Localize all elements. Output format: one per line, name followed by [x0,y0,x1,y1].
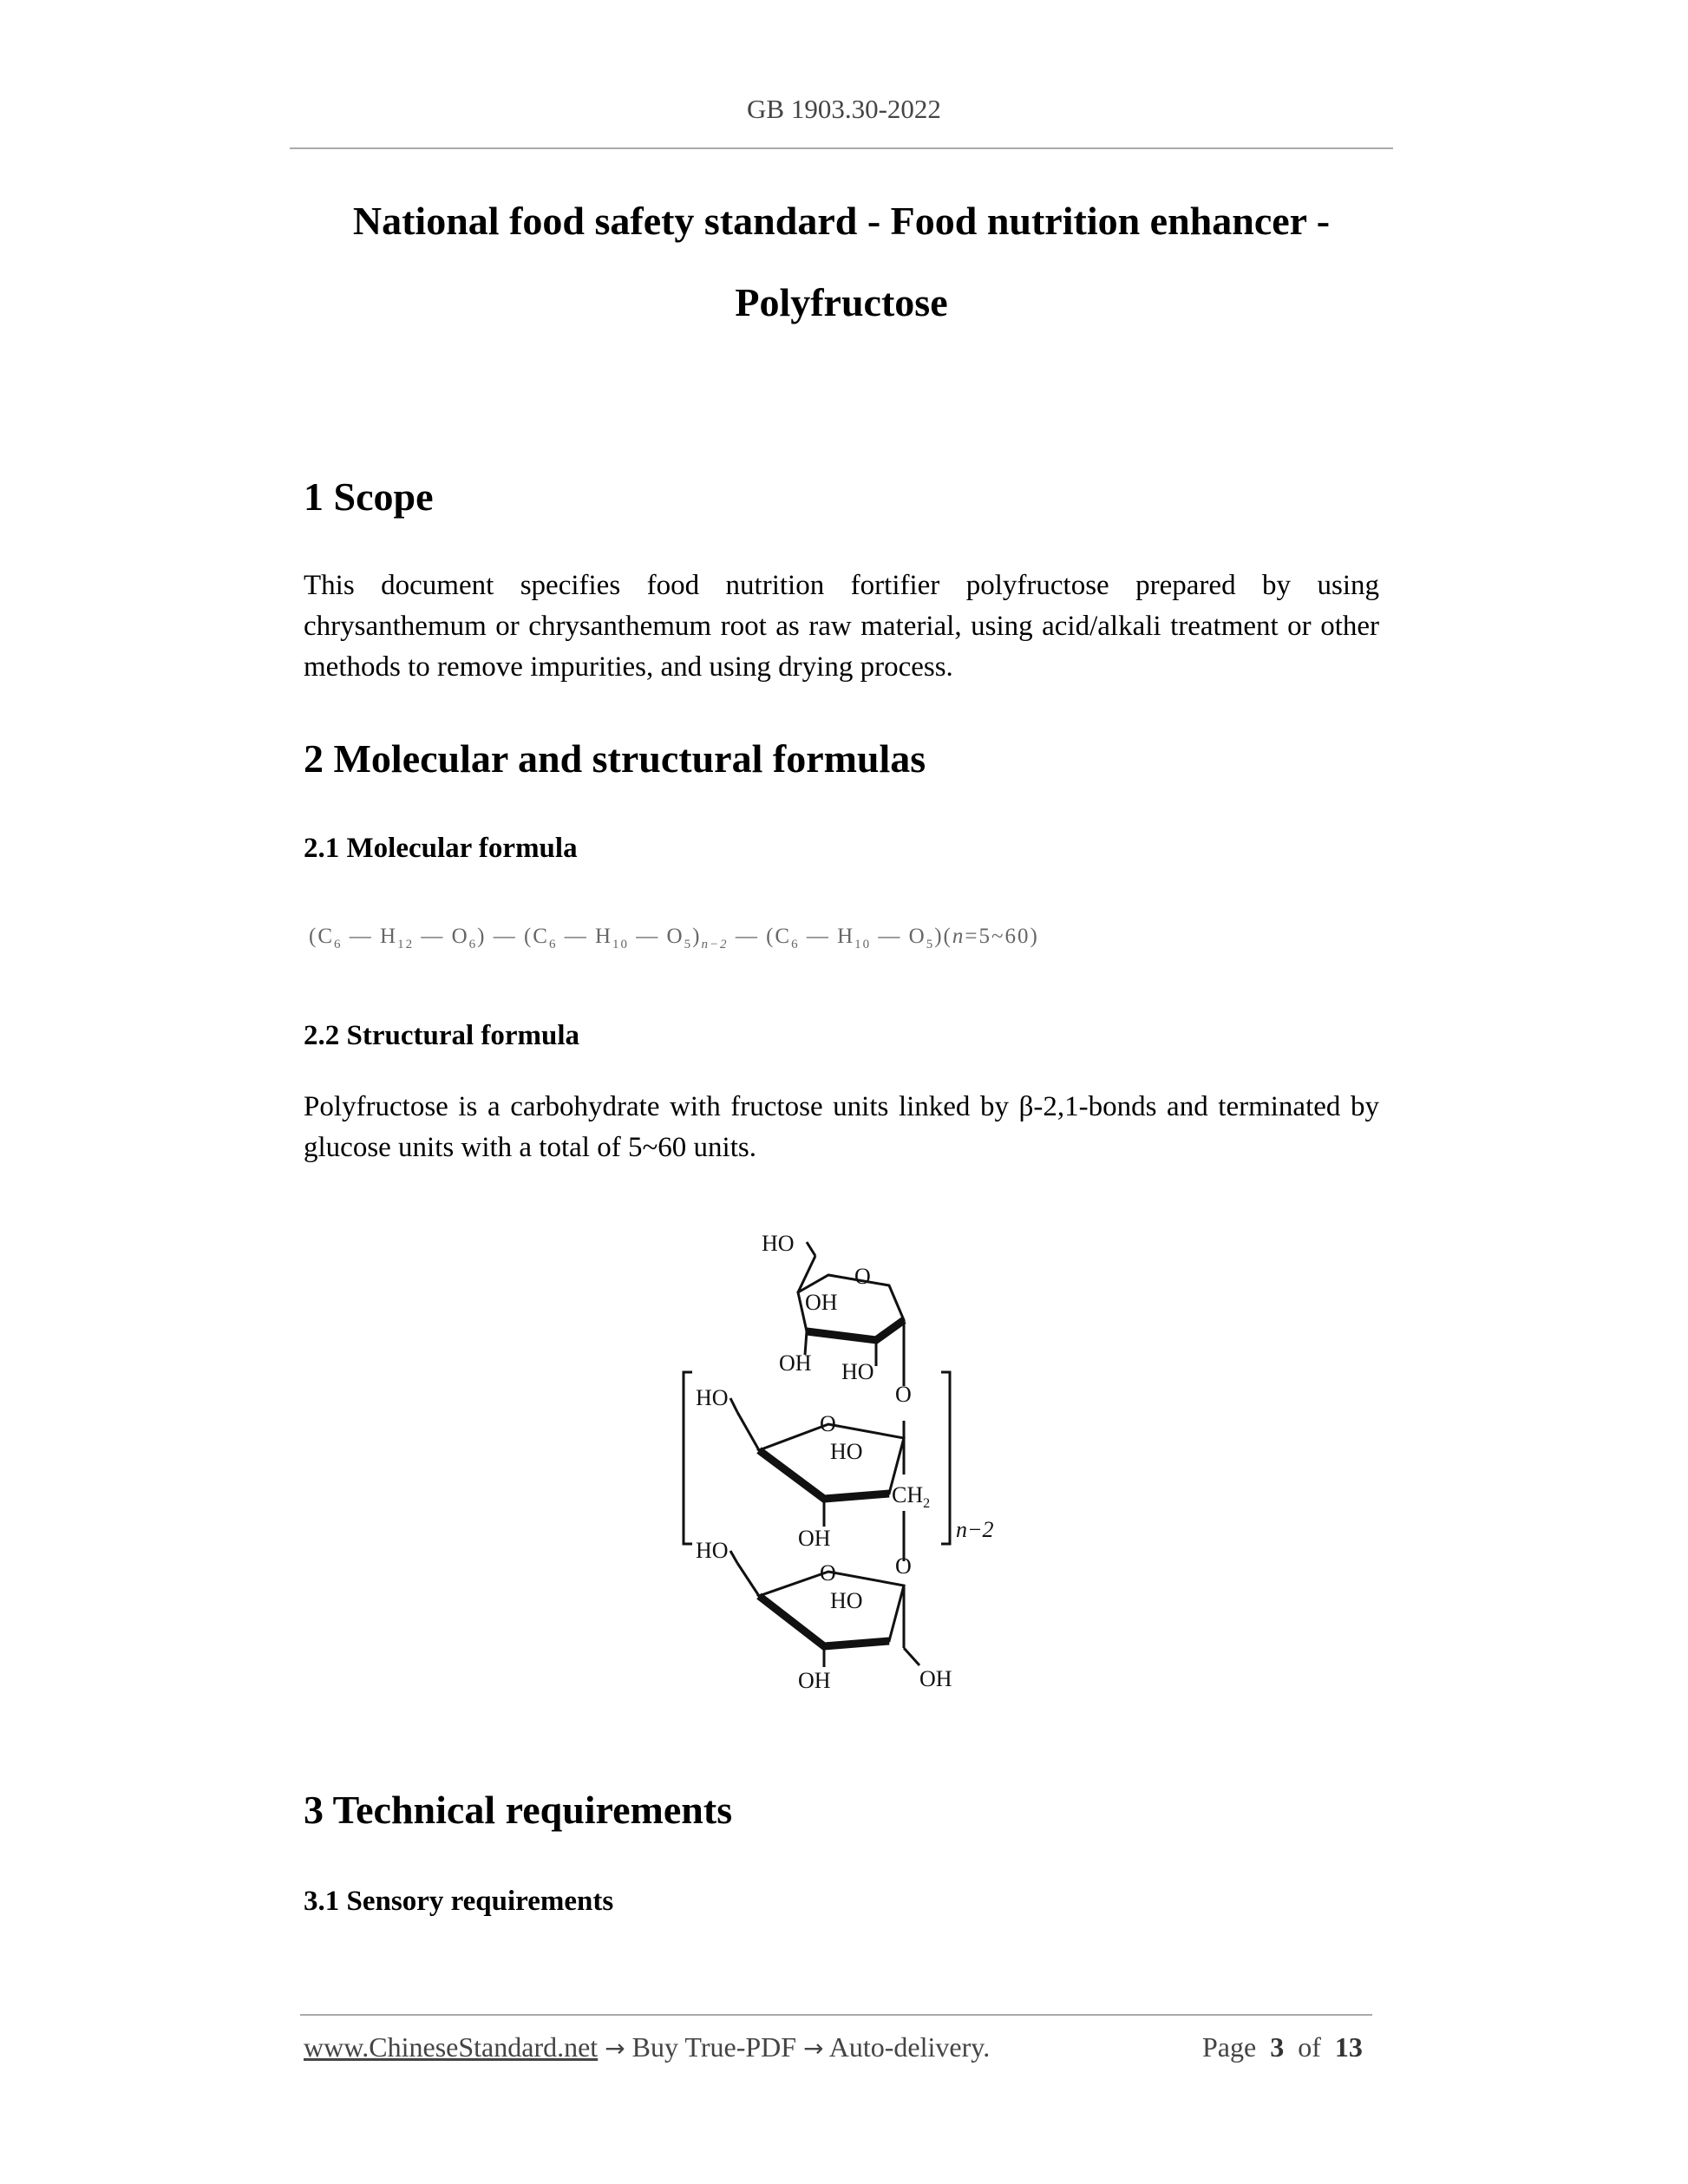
molecular-formula-heading: 2.1 Molecular formula [304,833,578,864]
site-link[interactable]: www.ChineseStandard.net [304,2031,599,2063]
technical-requirements-heading: 3 Technical requirements [304,1788,733,1832]
arrow-right-icon: → [803,2034,824,2063]
label-o-middle-ring: O [820,1411,836,1436]
footer-links [304,2031,990,2063]
label-oh-top-left: OH [779,1350,812,1376]
header-rule [290,147,1393,149]
footer-rule [300,2014,1372,2016]
label-ho-bottom: HO [696,1538,729,1563]
bottom-ring-front [759,1596,889,1646]
label-o-bottom-ring: O [820,1560,836,1586]
sensory-requirements-heading: 3.1 Sensory requirements [304,1886,614,1917]
label-ho-top-right: HO [841,1359,874,1384]
document-title-line1: National food safety standard - Food nutrition enhancer - [352,199,1331,243]
auto-delivery-text: Auto-delivery. [828,2031,991,2063]
current-page: 3 [1270,2031,1285,2063]
label-ho-middle: HO [696,1385,729,1410]
right-bracket [941,1372,950,1544]
left-bracket [684,1372,692,1544]
label-o-link-1: O [895,1382,912,1407]
label-oh-middle: OH [798,1526,831,1551]
label-ho-bottom-inner: HO [830,1588,863,1613]
top-ring-front [807,1320,904,1340]
formulas-heading: 2 Molecular and structural formulas [304,736,926,781]
label-oh-top-inner: OH [805,1290,838,1315]
page-number: Page 3 of 13 [1202,2031,1363,2063]
molecular-formula: ($C_6$ — $H_{12}$ — $O_6$) — ($C_6$ — $H_{10}$ — $O_5)_{n-2}$ — ($C_6$ — $H_{10}$ — $O_5)(n=5\sim 60)$ [309,925,1039,951]
label-oh-bottom-right: OH [919,1666,952,1691]
structural-formula-heading: 2.2 Structural formula [304,1020,580,1051]
label-o-top-ring: O [854,1264,871,1289]
scope-paragraph: This document specifies food nutrition fortifier polyfructose prepared by using chrysanthemum or chrysanthemum root as raw material, using acid/alkali treatment or other methods to remove impurities, and using drying process. [304,570,1379,683]
page-header: GB 1903.30-2022 [747,94,941,124]
label-ch2: $CH_2$ [892,1482,931,1511]
total-pages: 13 [1334,2031,1363,2063]
scope-heading: 1 Scope [304,474,434,519]
label-ho-top: HO [762,1231,795,1256]
structural-formula-paragraph: Polyfructose is a carbohydrate with fructose units linked by β-2,1-bonds and terminated by glucose units with a total of 5~60 units. [304,1091,1379,1163]
buy-pdf-text: Buy True-PDF [631,2031,797,2063]
document-title-line2: Polyfructose [735,280,948,324]
label-o-link-2: O [895,1553,912,1579]
label-ho-middle-inner: HO [830,1439,863,1464]
middle-ring-front [759,1450,889,1499]
arrow-right-icon: → [605,2034,625,2063]
structural-formula-diagram [677,1223,1024,1709]
label-oh-bottom: OH [798,1668,831,1693]
label-repeat-n: n−2 [956,1517,994,1542]
